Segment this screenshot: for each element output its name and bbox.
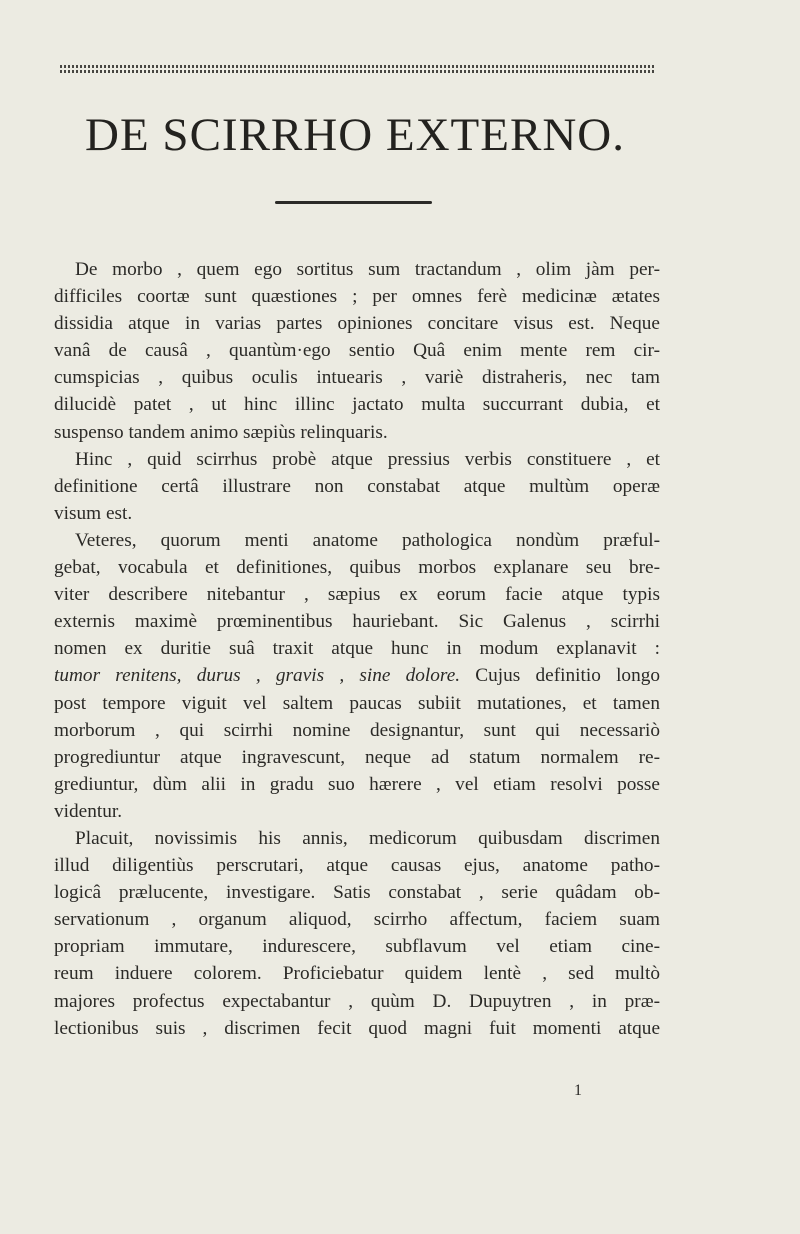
italic-definition: tumor renitens, durus , gravis , sine dolore.	[54, 665, 461, 687]
text-line: vanâ de causâ , quantùm·ego sentio Quâ enim mente rem cir-	[54, 340, 660, 362]
text-line-with-italic	[54, 662, 660, 689]
text-line: illud diligentiùs perscrutari, atque causas ejus, anatome patho-	[54, 855, 660, 877]
text-line: externis maximè prœminentibus hauriebant. Sic Galenus , scirrhi	[54, 611, 660, 633]
text-line: lectionibus suis , discrimen fecit quod magni fuit momenti atque	[54, 1017, 660, 1039]
text-line: visum est.	[54, 502, 133, 524]
text-line: viter describere nitebantur , sæpius ex eorum facie atque typis	[54, 584, 660, 606]
body-text	[54, 256, 660, 1042]
page-number: 1	[574, 1082, 582, 1099]
text-line: progrediuntur atque ingravescunt, neque ad statum normalem re-	[54, 746, 660, 768]
text-line: dilucidè patet , ut hinc illinc jactato multa succurrant dubia, et	[54, 394, 660, 416]
text-line: servationum , organum aliquod, scirrho affectum, faciem suam	[54, 909, 660, 931]
text-line: dissidia atque in varias partes opiniones concitare visus est. Neque	[54, 313, 660, 335]
text-line: Veteres, quorum menti anatome pathologica nondùm præful-	[75, 529, 660, 551]
text-line: majores profectus expectabantur , quùm D. Dupuytren , in præ-	[54, 990, 660, 1012]
text-line: suspenso tandem animo sæpiùs relinquaris.	[54, 421, 388, 443]
text-line: Placuit, novissimis his annis, medicorum quibusdam discrimen	[75, 827, 660, 849]
text-line: difficiles coortæ sunt quæstiones ; per omnes ferè medicinæ ætates	[54, 286, 660, 308]
text-line: gebat, vocabula et definitiones, quibus morbos explanare seu bre-	[54, 557, 660, 579]
text-line: De morbo , quem ego sortitus sum tractandum , olim jàm per-	[75, 259, 660, 280]
text-line: propriam immutare, indurescere, subflavum vel etiam cine-	[54, 936, 660, 958]
text-line: definitione certâ illustrare non constabat atque multùm operæ	[54, 475, 660, 497]
header-ornament	[60, 63, 654, 73]
text-fragment: Cujus definitio longo	[460, 665, 660, 687]
title-rule	[275, 201, 432, 204]
page-title: DE SCIRRHO EXTERNO.	[85, 109, 625, 161]
text-line: cumspicias , quibus oculis intuearis , variè distraheris, nec tam	[54, 367, 660, 389]
text-line: Hinc , quid scirrhus probè atque pressius verbis constituere , et	[75, 448, 660, 470]
text-line: reum induere colorem. Proficiebatur quidem lentè , sed multò	[54, 963, 660, 985]
text-line: post tempore viguit vel saltem paucas subiit mutationes, et tamen	[54, 692, 660, 714]
text-line: grediuntur, dùm alii in gradu suo hærere , vel etiam resolvi posse	[54, 773, 660, 795]
text-line: logicâ prælucente, investigare. Satis constabat , serie quâdam ob-	[54, 882, 660, 904]
text-line: morborum , qui scirrhi nomine designantur, sunt qui necessariò	[54, 719, 660, 741]
text-line: videntur.	[54, 800, 123, 822]
text-line: nomen ex duritie suâ traxit atque hunc in modum explanavit :	[54, 638, 660, 660]
